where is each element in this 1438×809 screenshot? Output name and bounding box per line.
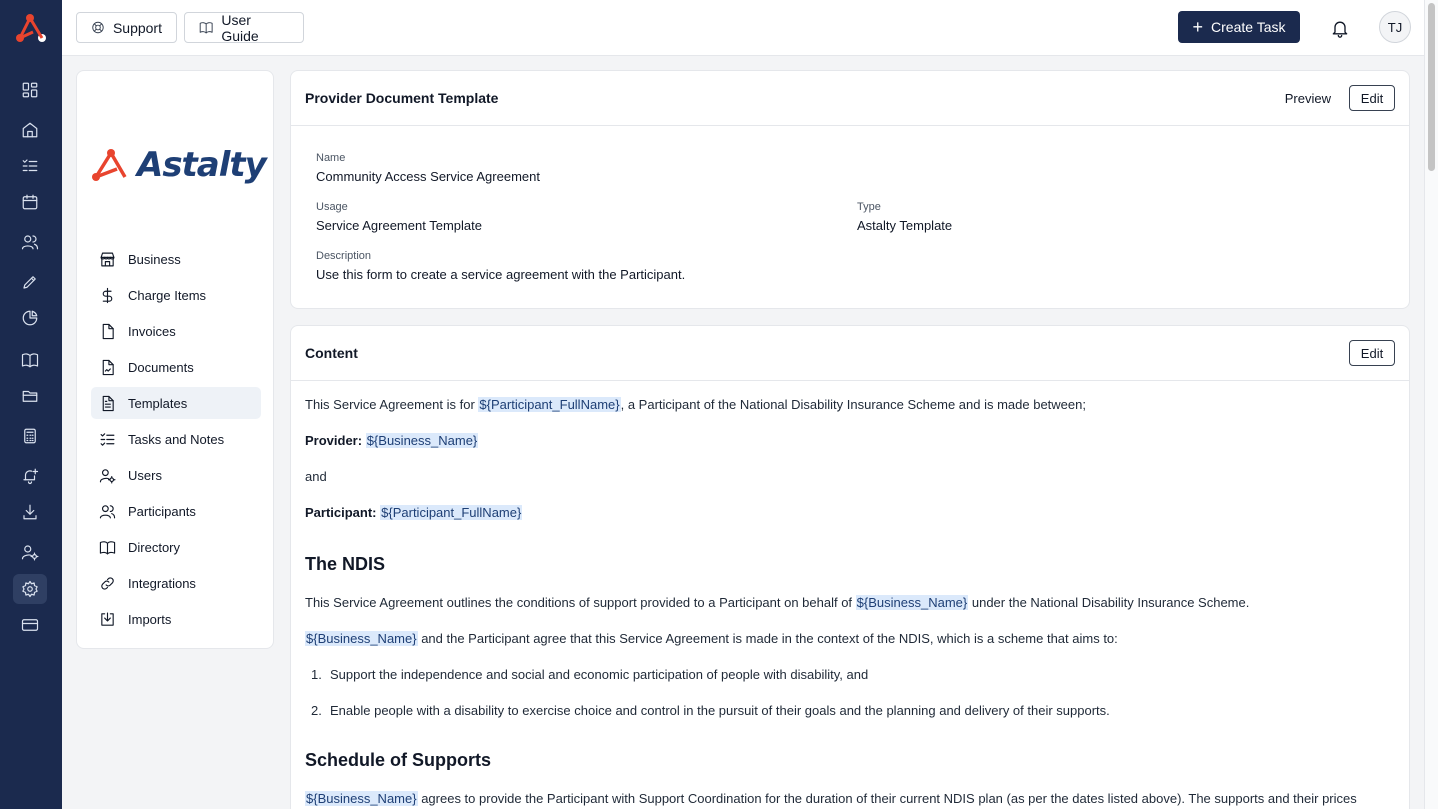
notifications-bell-icon[interactable] [1327,15,1353,41]
top-bar [62,0,1424,56]
calculator-icon[interactable] [13,421,47,451]
edit-content-button[interactable]: Edit [1349,340,1395,366]
field-value: Community Access Service Agreement [316,169,540,184]
download-icon[interactable] [13,497,47,527]
card-header [291,71,1409,126]
nav-item-integrations[interactable] [91,567,261,599]
preview-button[interactable]: Preview [1284,90,1331,106]
astalty-logo-mark-icon [91,147,135,183]
provider-line [305,433,1395,449]
store-icon [99,251,116,268]
text: and the Participant agree that this Service Agreement is made in the context of the NDIS, which is a scheme that aims to: [417,631,1118,646]
file-sign-icon [99,359,116,376]
text: This Service Agreement outlines the conditions of support provided to a Participant on behalf of [305,595,856,610]
nav-item-participants[interactable] [91,495,261,527]
app-rail [0,0,62,809]
list-text: Enable people with a disability to exercise choice and control in the pursuit of their goals and the planning and delivery of their supports. [330,703,1110,718]
field-label: Name [316,152,346,164]
nav-label: Documents [128,359,194,375]
field-value: Service Agreement Template [316,218,482,233]
merge-field: ${Business_Name} [306,631,417,646]
create-task-label: Create Task [1211,19,1286,35]
nav-item-charge-items[interactable] [91,279,261,311]
nav-label: Tasks and Notes [128,431,225,447]
provider-label: Provider: [305,433,363,448]
agreement-paragraph [305,631,1395,647]
type-field [857,201,952,233]
nav-label: Charge Items [128,287,207,303]
settings-nav [76,70,274,649]
link-icon [99,575,116,592]
nav-item-imports[interactable] [91,603,261,635]
field-label: Type [857,201,881,213]
user-avatar[interactable]: TJ [1379,11,1411,43]
schedule-paragraph [305,791,1395,807]
list-text: Support the independence and social and economic participation of people with disability, and [330,667,869,682]
users-icon [99,503,116,520]
nav-label: Users [128,467,162,483]
bell-plus-icon[interactable] [13,461,47,491]
merge-field: ${Participant_FullName} [381,505,522,520]
astalty-brand-logo [91,145,266,185]
aims-list [305,667,1395,719]
credit-card-icon[interactable] [13,610,47,640]
nav-item-business[interactable] [91,243,261,275]
home-icon[interactable] [13,115,47,145]
create-task-button[interactable] [1178,11,1300,43]
tasks-icon[interactable] [13,151,47,181]
nav-item-invoices[interactable] [91,315,261,347]
plus-icon: + [1192,17,1204,37]
card-title: Provider Document Template [305,90,499,106]
book-open-icon [199,20,213,35]
file-icon [99,323,116,340]
edit-button[interactable]: Edit [1349,85,1395,111]
merge-field: ${Business_Name} [306,791,417,806]
field-value: Astalty Template [857,218,953,233]
lifebuoy-icon [91,20,105,35]
calendar-icon[interactable] [13,187,47,217]
astalty-logo-icon[interactable] [13,12,49,46]
text: , a Participant of the National Disability Insurance Scheme and is made between; [620,397,1086,412]
dollar-icon [99,287,116,304]
nav-label: Directory [128,539,181,555]
section-heading-schedule: Schedule of Supports [305,750,492,770]
card-header [291,326,1409,381]
dashboard-icon[interactable] [13,75,47,105]
nav-item-templates[interactable] [91,387,261,419]
nav-label: Business [128,251,181,267]
merge-field: ${Participant_FullName} [479,397,620,412]
user-guide-label: User Guide [221,11,259,44]
card-title: Content [305,345,358,361]
user-gear-icon[interactable] [13,537,47,567]
book-open-icon [99,539,116,556]
nav-item-documents[interactable] [91,351,261,383]
nav-label: Imports [128,611,172,627]
support-label: Support [112,19,162,36]
intro-paragraph [305,397,1395,413]
field-value: Use this form to create a service agreement with the Participant. [316,267,686,282]
nav-label: Templates [128,395,188,411]
name-field [316,152,540,184]
support-button[interactable] [76,12,177,43]
settings-icon[interactable] [13,574,47,604]
nav-label: Integrations [128,575,196,591]
brand-name: Astalty [137,145,266,185]
nav-item-users[interactable] [91,459,261,491]
pie-chart-icon[interactable] [13,303,47,333]
users-icon[interactable] [13,227,47,257]
import-icon [99,611,116,628]
nav-item-directory[interactable] [91,531,261,563]
nav-item-tasks-and-notes[interactable] [91,423,261,455]
document-body [291,381,1409,807]
section-heading-ndis: The NDIS [305,554,386,574]
participant-line [305,505,1395,521]
folder-icon[interactable] [13,381,47,411]
description-field [316,250,685,282]
list-item [305,667,1395,683]
file-text-icon [99,395,116,412]
page-scrollbar-thumb[interactable] [1428,3,1435,171]
field-label: Description [316,250,372,262]
list-check-icon [99,431,116,448]
book-icon[interactable] [13,345,47,375]
ndis-paragraph [305,595,1395,611]
template-details-card [290,70,1410,309]
user-guide-button[interactable] [184,12,304,43]
participant-label: Participant: [305,505,377,520]
merge-field: ${Business_Name} [856,595,968,610]
field-label: Usage [316,201,348,213]
text: agrees to provide the Participant with Support Coordination for the duration of their current NDIS plan (as per the dates listed above). The supports and their prices [417,791,1357,806]
nav-label: Invoices [128,323,176,339]
merge-field: ${Business_Name} [366,433,478,448]
text: under the National Disability Insurance Scheme. [968,595,1250,610]
user-gear-icon [99,467,116,484]
usage-field [316,201,482,233]
text: This Service Agreement is for [305,397,479,412]
template-content-card [290,325,1410,809]
and-line: and [305,469,327,484]
pen-icon[interactable] [13,267,47,297]
list-number: 2. [311,703,322,718]
nav-label: Participants [128,503,196,519]
list-number: 1. [311,667,322,682]
list-item [305,703,1395,719]
